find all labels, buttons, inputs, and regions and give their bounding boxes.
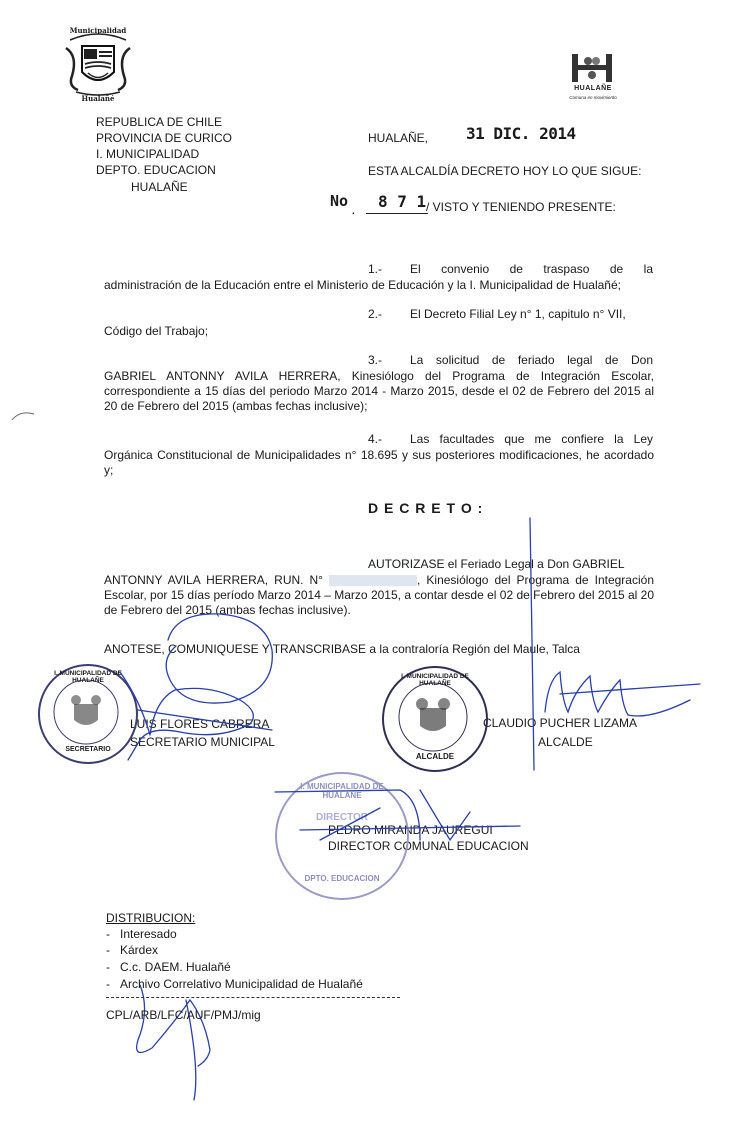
consideration-3-body: GABRIEL ANTONNY AVILA HERRERA, Kinesiólogo del Programa de Integración Escolar, correspondiente a 15 días del periodo Marzo 2014 - Marzo 2015, desde el 02 de Febrero del 2015 al 20 de Febrero del 2015 (ambas fechas inclusive); [104, 369, 654, 413]
header-line-4: DEPTO. EDUCACION [96, 163, 216, 177]
crest-icon [58, 26, 138, 104]
distribution-initials: CPL/ARB/LFC/AUF/PMJ/mig [106, 1008, 261, 1022]
director-seal [275, 772, 409, 900]
secretary-seal-bottom: SECRETARIO [65, 746, 111, 753]
hualane-h-logo-icon [562, 52, 624, 84]
redacted-run [329, 575, 417, 586]
director-seal-mid: DIRECTOR [315, 812, 369, 823]
secretary-title: SECRETARIO MUNICIPAL [130, 735, 275, 749]
visto-label: / VISTO Y TENIENDO PRESENTE: [426, 200, 616, 214]
mayor-signature [545, 672, 690, 716]
director-name: PEDRO MIRANDA JAUREGUI [328, 823, 493, 837]
resolution-body-end: , Kinesiólogo del Programa de Integración Escolar, por 15 días período Marzo 2014 – Marzo 2015, a contar desde el 02 de Febrero del 2015 al 20 de Febrero del 2015 (ambas fechas inclusive). [104, 573, 654, 617]
hualane-logo [562, 52, 624, 104]
mayor-seal [382, 666, 488, 772]
distribution-item-1: - Interesado [106, 927, 177, 941]
number-dot: . [352, 206, 355, 217]
mayor-title: ALCALDE [538, 735, 593, 749]
header-line-3: I. MUNICIPALIDAD [96, 147, 200, 161]
director-title: DIRECTOR COMUNAL EDUCACION [328, 839, 529, 853]
secretary-seal-top: I. MUNICIPALIDAD DE HUALAÑE [54, 670, 122, 684]
distribution-title: DISTRIBUCION: [106, 911, 196, 925]
secretary-seal [38, 664, 138, 764]
margin-mark [12, 413, 34, 420]
distribution-divider [106, 997, 400, 998]
consideration-1-number: 1.- [368, 262, 383, 276]
resolution-body-start: ANTONNY AVILA HERRERA, RUN. N° [104, 573, 323, 587]
consideration-4-number: 4.- [368, 432, 383, 446]
mayor-name: CLAUDIO PUCHER LIZAMA [483, 716, 638, 730]
number-prefix: No [330, 192, 349, 210]
date-stamp: 31 DIC. 2014 [466, 124, 576, 143]
distribution-item-4: - Archivo Correlativo Municipalidad de Hualañé [106, 977, 363, 991]
header-line-5: HUALAÑE [131, 180, 188, 194]
decree-intro: ESTA ALCALDÍA DECRETO HOY LO QUE SIGUE: [368, 164, 642, 178]
consideration-2-number: 2.- [368, 307, 383, 321]
anotese-line: ANOTESE, COMUNIQUESE Y TRANSCRIBASE a la contraloría Región del Maule, Talca [104, 642, 580, 656]
crest-text-bottom: Hualañé [81, 94, 115, 103]
decree-number: 8 7 1 [378, 192, 427, 211]
consideration-3-lead: La solicitud de feriado legal de Don [410, 353, 653, 367]
crest-text-top: Municipalidad [69, 26, 127, 35]
resolution-lead: AUTORIZASE el Feriado Legal a Don GABRIEL [368, 557, 625, 571]
secretary-name: LUIS FLORES CABRERA [130, 717, 270, 731]
distribution-item-label: Archivo Correlativo Municipalidad de Hualañé [120, 977, 363, 991]
consideration-2-body: Código del Trabajo; [104, 324, 209, 338]
decreto-title: D E C R E T O : [368, 500, 484, 516]
number-underline [366, 213, 428, 214]
municipal-crest [58, 26, 138, 104]
place-label: HUALAÑE, [368, 131, 429, 145]
director-seal-top: I. MUNICIPALIDAD DE HUALAÑE [300, 782, 384, 800]
distribution-item-label: C.c. DAEM. Hualañé [120, 960, 231, 974]
director-seal-bottom: DPTO. EDUCACION [304, 874, 380, 883]
consideration-3-number: 3.- [368, 353, 383, 367]
pen-loop [166, 614, 272, 703]
consideration-4-lead: Las facultades que me confiere la Ley [410, 432, 653, 446]
logo-tagline: Comuna en movimiento [569, 95, 617, 100]
distribution-item-2: - Kárdex [106, 943, 159, 957]
consideration-1-lead: El convenio de traspaso de la [410, 262, 653, 276]
consideration-1-body: administración de la Educación entre el Ministerio de Educación y la I. Municipalidad de Hualañé; [104, 278, 621, 292]
distribution-item-label: Interesado [120, 927, 177, 941]
logo-name: HUALAÑE [574, 85, 612, 92]
mayor-seal-top: I. MUNICIPALIDAD DE HUALAÑE [401, 673, 469, 687]
mayor-seal-bottom: ALCALDE [415, 752, 455, 761]
header-line-2: PROVINCIA DE CURICO [96, 131, 233, 145]
consideration-4-body: Orgánica Constitucional de Municipalidades n° 18.695 y sus posteriores modificaciones, he acordado y; [104, 448, 654, 477]
header-line-1: REPUBLICA DE CHILE [96, 115, 223, 129]
distribution-item-label: Kárdex [120, 943, 159, 957]
distribution-item-3: - C.c. DAEM. Hualañé [106, 960, 231, 974]
consideration-2-lead: El Decreto Filial Ley n° 1, capitulo n° VII, [410, 307, 626, 321]
resolution-body [104, 573, 654, 618]
